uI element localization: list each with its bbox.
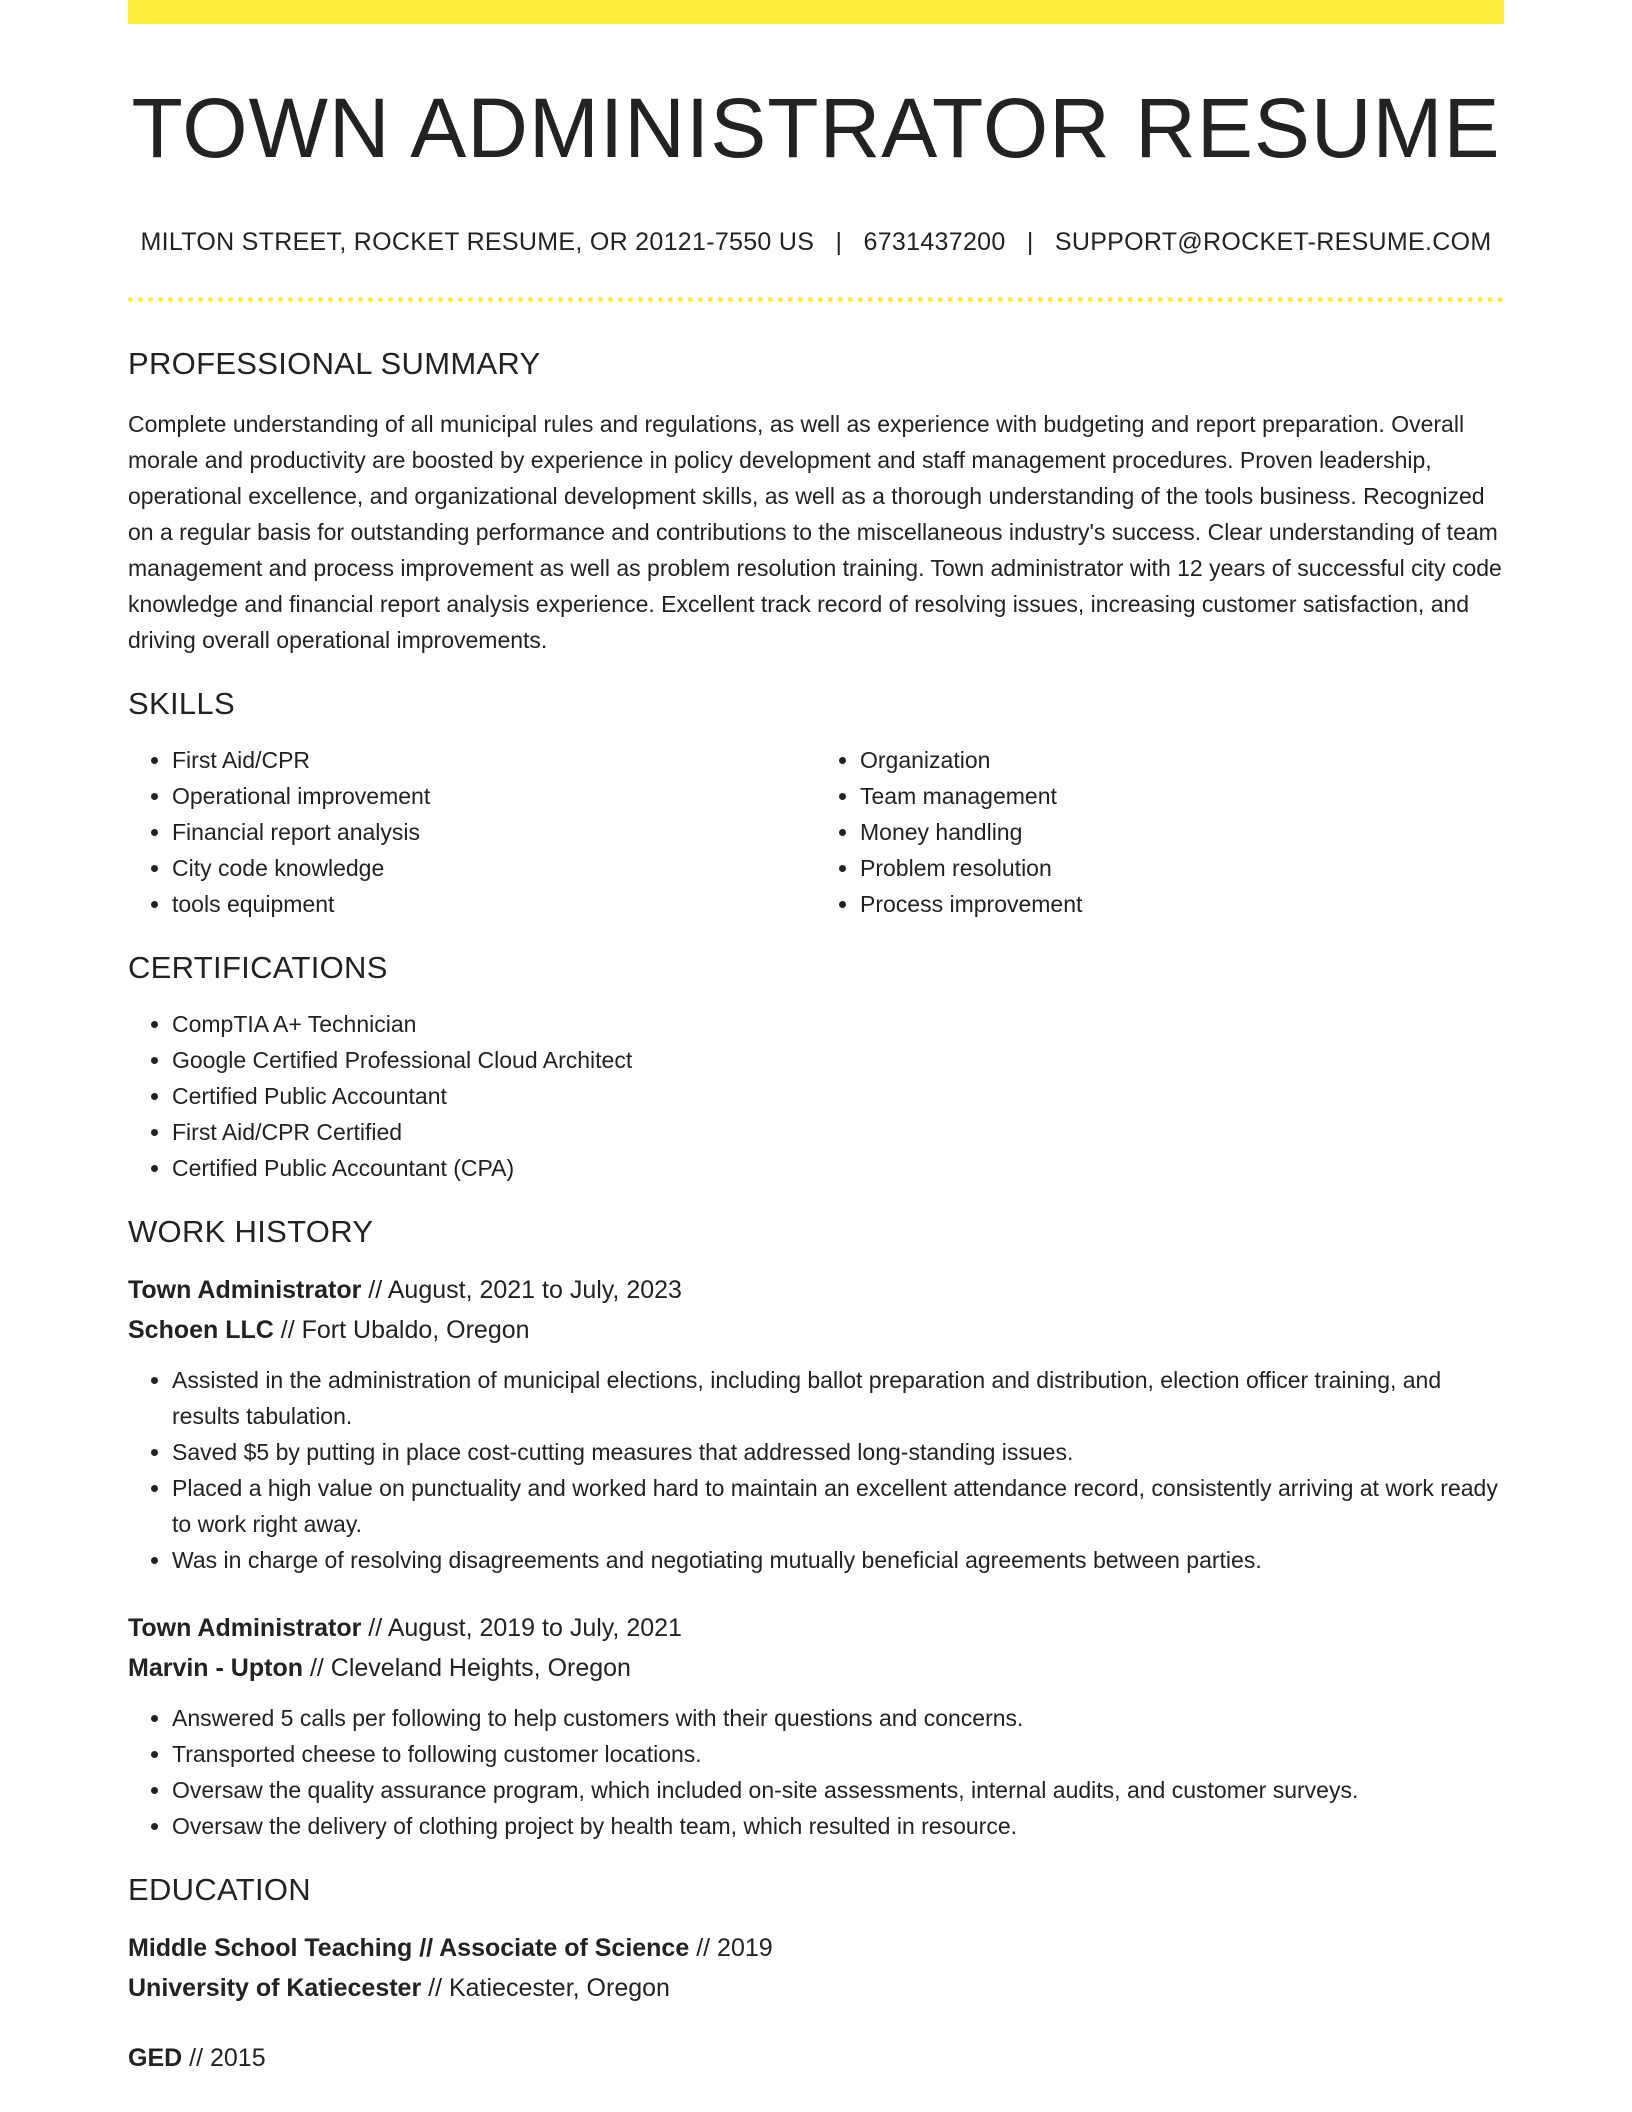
education-year: // 2019	[696, 1934, 773, 1963]
education-location: // Katiecester, Oregon	[428, 1974, 670, 2003]
skill-item: • Organization	[860, 742, 1504, 778]
skill-item: • Problem resolution	[860, 850, 1504, 886]
skill-item: • tools equipment	[172, 886, 816, 922]
work-history-heading: WORK HISTORY	[128, 1214, 374, 1250]
job-dates: // August, 2021 to July, 2023	[368, 1276, 682, 1305]
job-company-line	[128, 1648, 1504, 1688]
job-bullets	[128, 1362, 1504, 1578]
skill-item: • Team management	[860, 778, 1504, 814]
job-title-line	[128, 1608, 1504, 1648]
summary-heading: PROFESSIONAL SUMMARY	[128, 346, 541, 382]
certification-item: • CompTIA A+ Technician	[172, 1006, 1504, 1042]
job-bullet: • Transported cheese to following customer locations.	[172, 1736, 1504, 1772]
job-bullet: • Answered 5 calls per following to help customers with their questions and concerns.	[172, 1700, 1504, 1736]
education-heading: EDUCATION	[128, 1872, 311, 1908]
job-company-line	[128, 1310, 1504, 1350]
skills-heading: SKILLS	[128, 686, 235, 722]
job-bullet: • Saved $5 by putting in place cost-cutting measures that addressed long-standing issues.	[172, 1434, 1504, 1470]
skill-item: • Process improvement	[860, 886, 1504, 922]
job-bullets	[128, 1700, 1504, 1844]
summary-text: Complete understanding of all municipal rules and regulations, as well as experience with budgeting and report preparation. Overall morale and productivity are boosted by experience in policy development and staff management procedures. Proven leadership, operational excellence, and organizational development skills, as well as a thorough understanding of the tools business. Recognized on a regular basis for outstanding performance and contributions to the miscellaneous industry's success. Clear understanding of team management and process improvement as well as problem resolution training. Town administrator with 12 years of successful city code knowledge and financial report analysis experience. Excellent track record of resolving issues, increasing customer satisfaction, and driving overall operational improvements.	[128, 411, 1502, 654]
job-bullet: • Assisted in the administration of municipal elections, including ballot preparation and distribution, election officer training, and results tabulation.	[172, 1362, 1504, 1434]
certifications-list	[128, 1006, 1504, 1186]
certification-item: • Certified Public Accountant (CPA)	[172, 1150, 1504, 1186]
contact-separator: |	[1026, 228, 1034, 257]
skills-right-list	[816, 742, 1504, 922]
job-company: Schoen LLC	[128, 1316, 274, 1345]
skill-item: • First Aid/CPR	[172, 742, 816, 778]
contact-phone: 6731437200	[863, 228, 1006, 257]
job-bullet: • Oversaw the delivery of clothing project by health team, which resulted in resource.	[172, 1808, 1504, 1844]
job-location: // Cleveland Heights, Oregon	[309, 1654, 631, 1683]
contact-address: MILTON STREET, ROCKET RESUME, OR 20121-7550 US	[140, 228, 815, 257]
skills-columns	[128, 742, 1504, 922]
education-degree: Middle School Teaching // Associate of Science	[128, 1934, 690, 1963]
contact-line	[128, 228, 1504, 257]
header-accent-bar	[128, 0, 1504, 24]
job-company: Marvin - Upton	[128, 1654, 303, 1683]
skill-item: • Money handling	[860, 814, 1504, 850]
job-title-line	[128, 1270, 1504, 1310]
skill-item: • Financial report analysis	[172, 814, 816, 850]
job-title: Town Administrator	[128, 1276, 362, 1305]
certification-item: • Certified Public Accountant	[172, 1078, 1504, 1114]
skill-item: • City code knowledge	[172, 850, 816, 886]
education-school-line	[128, 1968, 1504, 2008]
job-bullet: • Was in charge of resolving disagreements and negotiating mutually beneficial agreements between parties.	[172, 1542, 1504, 1578]
education-year: // 2015	[189, 2044, 266, 2073]
contact-email: SUPPORT@ROCKET-RESUME.COM	[1054, 228, 1492, 257]
certification-item: • First Aid/CPR Certified	[172, 1114, 1504, 1150]
education-degree-line	[128, 1928, 1504, 1968]
certifications-heading: CERTIFICATIONS	[128, 950, 388, 986]
job-dates: // August, 2019 to July, 2021	[368, 1614, 682, 1643]
dotted-divider	[128, 297, 1504, 302]
skills-left-list	[128, 742, 816, 922]
resume-page	[128, 0, 1504, 2078]
certification-item: • Google Certified Professional Cloud Architect	[172, 1042, 1504, 1078]
job-bullet: • Placed a high value on punctuality and worked hard to maintain an excellent attendance record, consistently arriving at work ready to work right away.	[172, 1470, 1504, 1542]
education-degree: GED	[128, 2044, 183, 2073]
resume-title: TOWN ADMINISTRATOR RESUME	[131, 81, 1501, 175]
education-degree-line	[128, 2038, 1504, 2078]
education-school: University of Katiecester	[128, 1974, 422, 2003]
job-title: Town Administrator	[128, 1614, 362, 1643]
skill-item: • Operational improvement	[172, 778, 816, 814]
job-location: // Fort Ubaldo, Oregon	[280, 1316, 530, 1345]
job-bullet: • Oversaw the quality assurance program, which included on-site assessments, internal audits, and customer surveys.	[172, 1772, 1504, 1808]
contact-separator: |	[835, 228, 843, 257]
